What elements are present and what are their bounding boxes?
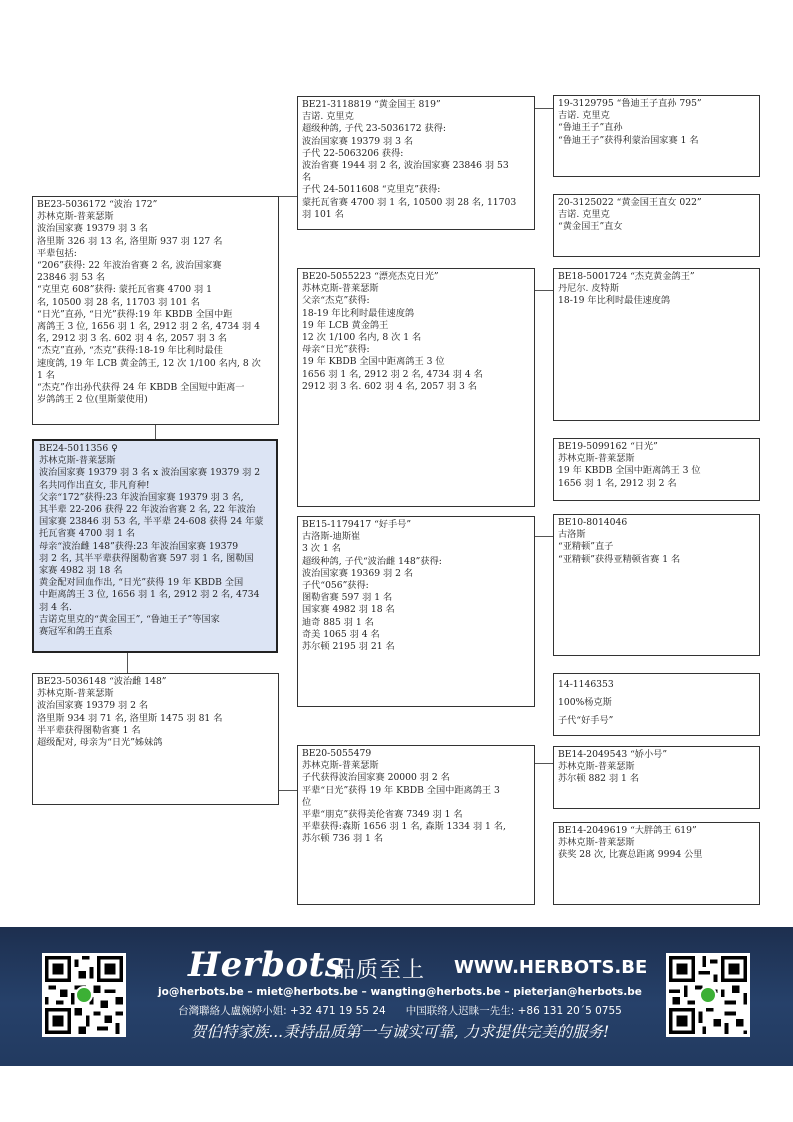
pedigree-line: 12 次 1/100 名内, 8 次 1 名 [302,332,422,344]
taiwan-contact: 台灣聯絡人盧婉婷小姐: +32 471 19 55 24 [178,1005,386,1017]
pedigree-line: 平辈“朋克”获得美伦省赛 7349 羽 1 名 [302,809,463,821]
pedigree-line: 家赛 4982 羽 18 名 [39,565,123,577]
pedigree-line: 19-3129795 “鲁迪王子直孙 795” [558,98,702,109]
pedigree-line: 名, 2912 羽 3 名. 602 羽 4 名, 2057 羽 3 名 [37,333,227,345]
connector-line [534,763,553,764]
pedigree-line: 苏林克斯-普莱瑟斯 [558,453,635,465]
great-grandparent-card [553,268,760,421]
pedigree-line: 苏林克斯-普莱瑟斯 [558,837,635,849]
pedigree-line: 洛里斯 934 羽 71 名, 洛里斯 1475 羽 81 名 [37,712,223,724]
pedigree-line: 图勒省赛 597 羽 1 名 [302,592,393,604]
pedigree-line: 父亲“172”获得:23 年波治国家赛 19379 羽 3 名, [39,491,244,503]
pedigree-line: 位 [302,796,312,808]
pedigree-line: 国家赛 4982 羽 18 名 [302,604,395,616]
pedigree-line: 平辈“日光”获得 19 年 KBDB 全国中距离鸽王 3 [302,784,500,796]
herbots-logo: Herbots [188,945,345,985]
pedigree-line: 名共同作出直女, 非凡育种! [39,479,150,491]
pedigree-line: “克里克 608”获得: 蒙托瓦省赛 4700 羽 1 [37,284,212,296]
pedigree-line: BE20-5055479 [302,748,372,759]
pedigree-line: 1656 羽 1 名, 2912 羽 2 名, 4734 羽 4 名 [302,368,483,380]
connector-line [534,290,553,291]
pedigree-line: 波治国家赛 19379 羽 3 名 [302,135,414,147]
pedigree-line: 母亲“日光”获得: [302,344,370,356]
pedigree-line: BE23-5036172 “波治 172” [37,199,158,210]
pedigree-line: 苏尔顿 736 羽 1 名 [302,833,384,845]
pedigree-line: 100%杨克斯 [558,697,612,709]
sire-dam-card [297,268,535,507]
pedigree-line: 波治国家赛 19379 羽 3 名 [37,223,149,235]
pedigree-line: 2912 羽 3 名. 602 羽 4 名, 2057 羽 3 名 [302,380,477,392]
slogan: 品质至上 [333,958,426,983]
pedigree-line: 苏尔顿 2195 羽 21 名 [302,641,395,653]
pedigree-line: 20-3125022 “黄金国王直女 022” [558,197,702,208]
great-grandparent-card [553,822,760,905]
dam-sire-card [297,516,535,707]
pedigree-line: 赛冠军和鸽王直系 [39,626,113,638]
pedigree-line: 子代获得波治国家赛 20000 羽 2 名 [302,772,450,784]
wechat-logo-icon [699,986,717,1004]
pedigree-line: 超级配对, 母亲为“日光”姊妹鸽 [37,737,163,749]
phone-contacts [145,1003,655,1018]
pedigree-line: 子代 24-5011608 “克里克”获得: [302,184,441,196]
pedigree-line: 18-19 年比利时最佳速度鸽 [302,307,415,319]
pedigree-line: BE15-1179417 “好手号” [302,519,412,530]
great-grandparent-card [553,514,760,656]
pedigree-line: 迪奇 885 羽 1 名 [302,616,374,628]
pedigree-line: BE23-5036148 “波治雌 148” [37,676,167,687]
sire-card [32,196,279,425]
pedigree-line: “鲁迪王子”直孙 [558,122,623,134]
pedigree-line: 苏林克斯-普莱瑟斯 [558,761,635,773]
pedigree-line: BE14-2049543 “娇小号” [558,749,668,760]
pedigree-line: 波治国家赛 19379 羽 2 名 [37,700,149,712]
pedigree-line: “亚精顿”获得亚精顿省赛 1 名 [558,553,681,565]
pedigree-line: BE10-8014046 [558,517,628,528]
pedigree-line: 吉诺. 克里克 [558,110,610,122]
brand-header [188,945,648,985]
pedigree-line: 丹尼尔. 皮特斯 [558,283,619,295]
pedigree-line: 3 次 1 名 [302,543,341,555]
connector-line [534,108,553,109]
pedigree-line: “黄金国王”直女 [558,221,623,233]
pedigree-line: 羽 4 名. [39,601,72,613]
great-grandparent-card [553,673,760,736]
pedigree-line: 国家赛 23846 羽 53 名, 半平辈 24-608 获得 24 年蒙 [39,516,264,528]
pedigree-line: 平辈包括: [37,247,77,259]
pedigree-line: 平辈获得:森斯 1656 羽 1 名, 森斯 1334 羽 1 名, [302,821,506,833]
pedigree-line: 托瓦省赛 4700 羽 1 名 [39,528,136,540]
pedigree-line: BE21-3118819 “黄金国王 819” [302,99,441,110]
sire-sire-card [297,96,535,230]
pedigree-line: 苏林克斯-普莱瑟斯 [39,455,116,467]
wechat-qr-icon [666,953,750,1037]
pedigree-line: 子代“好手号” [558,715,614,727]
footer-motto: 贺伯特家族...秉持品质第一与诚实可靠, 力求提供完美的服务! [190,1023,610,1041]
connector-line [278,196,297,197]
great-grandparent-card [553,746,760,809]
pedigree-line: 古洛斯-迪斯崔 [302,531,361,543]
pedigree-line: 14-1146353 [558,679,614,690]
email-contacts[interactable]: jo@herbots.be – miet@herbots.be – wangting@herbots.be – pieterjan@herbots.be [158,986,642,998]
pedigree-line: 吉诺克里克的“黄金国王”, “鲁迪王子”等国家 [39,613,220,625]
pedigree-line: 吉诺. 克里克 [302,111,354,123]
china-contact: 中国联络人迟睐一先生: +86 131 20´5 0755 [405,1005,622,1017]
pedigree-line: 19 年 KBDB 全国中距离鸽王 3 位 [558,465,701,477]
pedigree-line: 母亲“波治雌 148”获得:23 年波治国家赛 19379 [39,540,239,552]
pedigree-line: 苏林克斯-普莱瑟斯 [37,688,114,700]
pedigree-line: 名 [302,172,312,184]
pedigree-line: 名, 10500 羽 28 名, 11703 羽 101 名 [37,296,200,308]
pedigree-line: 1 名 [37,369,55,381]
pedigree-line: 波治省赛 1944 羽 2 名, 波治国家赛 23846 羽 53 [302,160,509,172]
pedigree-line: “206”获得: 22 年波治省赛 2 名, 波治国家赛 [37,260,222,272]
pedigree-line: “亚精顿”直子 [558,541,614,553]
pedigree-line: “杰克”直孙, “杰克”获得:18-19 年比利时最佳 [37,345,223,357]
pedigree-line: “日光”直孙, “日光”获得:19 年 KBDB 全国中距 [37,308,233,320]
pedigree-line: 子代“056”获得: [302,580,369,592]
pedigree-line: BE19-5099162 “日光” [558,441,658,452]
pedigree-line: 苏林克斯-普莱瑟斯 [302,283,379,295]
pedigree-line: 洛里斯 326 羽 13 名, 洛里斯 937 羽 127 名 [37,235,223,247]
dam-card [32,673,279,805]
pedigree-line: 蒙托瓦省赛 4700 羽 1 名, 10500 羽 28 名, 11703 [302,196,517,208]
pedigree-line: 离鸽王 3 位, 1656 羽 1 名, 2912 羽 2 名, 4734 羽 4 [37,321,260,333]
pedigree-line: 1656 羽 1 名, 2912 羽 2 名 [558,477,677,489]
pedigree-line: 18-19 年比利时最佳速度鸽 [558,295,671,307]
connector-line [127,652,128,674]
pedigree-line: “杰克”作出孙代获得 24 年 KBDB 全国短中距离一 [37,382,245,394]
pedigree-line: 子代 22-5063206 获得: [302,147,404,159]
pedigree-line: “鲁迪王子”获得利蒙治国家赛 1 名 [558,134,699,146]
pedigree-line: 19 年 KBDB 全国中距离鸽王 3 位 [302,356,445,368]
pedigree-line: 23846 羽 53 名 [37,272,106,284]
pedigree-line: 父亲“杰克”获得: [302,295,370,307]
pedigree-line: 吉诺. 克里克 [558,209,610,221]
great-grandparent-card [553,438,760,501]
great-grandparent-card [553,95,760,177]
wechat-logo-icon [75,986,93,1004]
pedigree-line: BE24-5011356 ♀ [39,443,118,454]
pedigree-line: 奇美 1065 羽 4 名 [302,628,380,640]
pedigree-line: 岁鸽鸽王 2 位(里斯蒙使用) [37,394,148,406]
pedigree-line: BE14-2049619 “大胖鸽王 619” [558,825,697,836]
website-link[interactable]: WWW.HERBOTS.BE [454,957,648,978]
pedigree-line: 苏尔顿 882 羽 1 名 [558,773,640,785]
great-grandparent-card [553,194,760,257]
subject-pigeon-card [32,439,278,653]
qr-code-icon [42,953,126,1037]
pedigree-line: 超级种鸽, 子代“波治雌 148”获得: [302,555,442,567]
dam-dam-card [297,745,535,905]
pedigree-line: 速度鸽, 19 年 LCB 黄金鸽王, 12 次 1/100 名内, 8 次 [37,357,261,369]
pedigree-line: 苏林克斯-普莱瑟斯 [302,760,379,772]
pedigree-line: 羽 2 名, 其半平辈获得图勒省赛 597 羽 1 名, 图勒国 [39,552,254,564]
pedigree-line: BE18-5001724 “杰克黄金鸽王” [558,271,695,282]
pedigree-line: 超级种鸽, 子代 23-5036172 获得: [302,123,446,135]
pedigree-line: 古洛斯 [558,529,586,541]
pedigree-line: BE20-5055223 “漂亮杰克日光” [302,271,439,282]
pedigree-line: 中距离鸽王 3 位, 1656 羽 1 名, 2912 羽 2 名, 4734 [39,589,260,601]
pedigree-line: 羽 101 名 [302,208,344,220]
connector-line [534,536,553,537]
connector-line [155,424,156,440]
pedigree-line: 波治国家赛 19369 羽 2 名 [302,567,414,579]
pedigree-line: 黄金配对回血作出, “日光”获得 19 年 KBDB 全国 [39,577,244,589]
pedigree-line: 半平辈获得图勒省赛 1 名 [37,724,141,736]
connector-line [278,790,297,791]
pedigree-line: 19 年 LCB 黄金鸽王 [302,319,389,331]
pedigree-line: 苏林克斯-普莱瑟斯 [37,211,114,223]
pedigree-line: 获奖 28 次, 比赛总距离 9994 公里 [558,849,703,861]
pedigree-line: 其半辈 22-206 获得 22 年波治省赛 2 名, 22 年波治 [39,504,256,516]
pedigree-line: 波治国家赛 19379 羽 3 名 x 波治国家赛 19379 羽 2 [39,467,261,479]
